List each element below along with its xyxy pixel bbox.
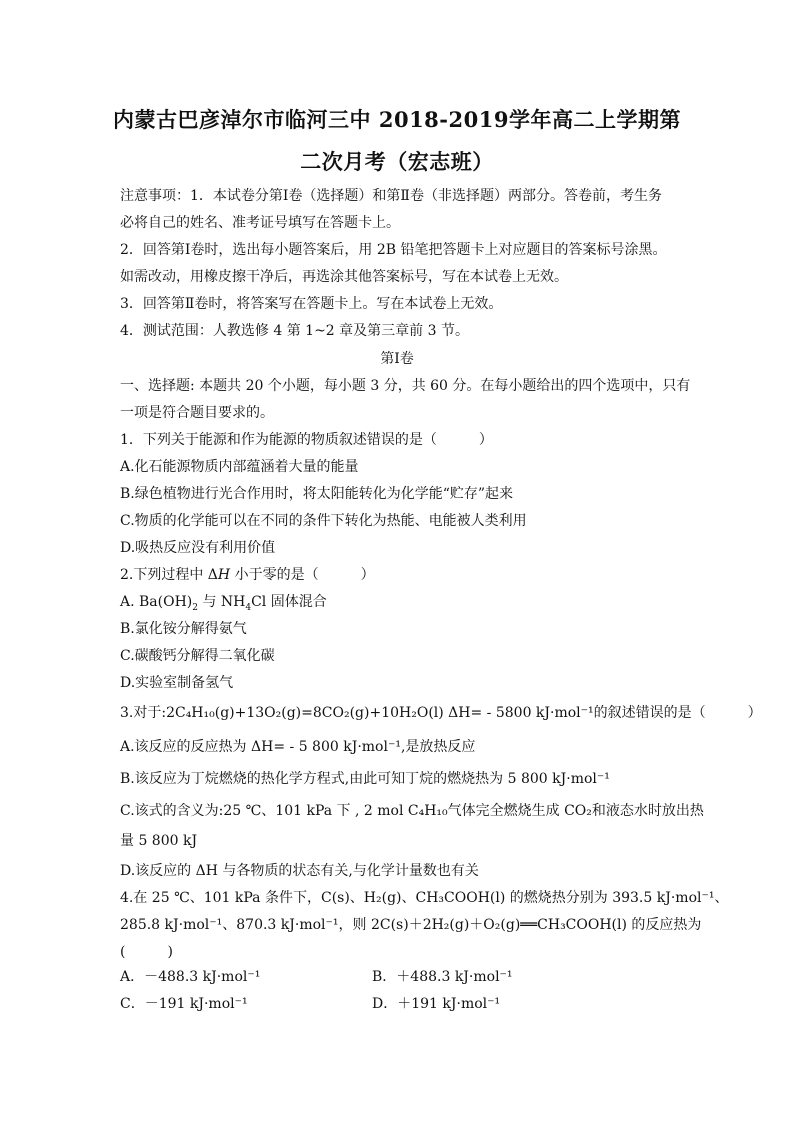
q4-option-c: C．－191 kJ·mol⁻¹ xyxy=(120,996,248,1012)
q2-stem: 2.下列过程中 ΔH 小于零的是（ ） xyxy=(120,567,375,583)
q4-stem-line2: 285.8 kJ·mol⁻¹、870.3 kJ·mol⁻¹，则 2C(s)＋2H₂(g)＋O₂(g)══CH₃COOH(l) 的反应热为 xyxy=(120,917,702,933)
q3-option-c-line1: C.该式的含义为:25 ℃、101 kPa 下 , 2 mol C₄H₁₀气体完全燃烧生成 CO₂和液态水时放出热 xyxy=(120,803,704,819)
note-2a: 2．回答第Ⅰ卷时，选出每小题答案后，用 2B 铅笔把答题卡上对应题目的答案标号涂黑。 xyxy=(120,242,667,258)
note-1a: 注意事项：1．本试卷分第Ⅰ卷（选择题）和第Ⅱ卷（非选择题）两部分。答卷前，考生务 xyxy=(120,188,662,204)
q4-option-d: D．＋191 kJ·mol⁻¹ xyxy=(372,996,501,1012)
q3-option-d: D.该反应的 ΔH 与各物质的状态有关,与化学计量数也有关 xyxy=(120,863,479,879)
q3-option-a: A.该反应的反应热为 ΔH= - 5 800 kJ·mol⁻¹,是放热反应 xyxy=(120,739,476,755)
q3-option-c-line2: 量 5 800 kJ xyxy=(120,833,198,849)
q4-stem-line3: ( ) xyxy=(120,944,173,960)
q3-option-b: B.该反应为丁烷燃烧的热化学方程式,由此可知丁烷的燃烧热为 5 800 kJ·mol⁻¹ xyxy=(120,771,610,787)
section-intro-b: 一项是符合题目要求的。 xyxy=(120,405,274,421)
q2-option-a: A. $Ba(OH)_2$ 与 $NH_4Cl$ 固体混合 xyxy=(120,594,327,613)
q4-option-b: B．＋488.3 kJ·mol⁻¹ xyxy=(372,969,513,985)
note-4: 4．测试范围：人教选修 4 第 1~2 章及第三章前 3 节。 xyxy=(120,323,469,339)
q2-option-c: C.碳酸钙分解得二氧化碳 xyxy=(120,648,275,664)
section-heading: 第Ⅰ卷 xyxy=(380,351,414,367)
q1-option-d: D.吸热反应没有利用价值 xyxy=(120,540,276,556)
q1-stem: 1．下列关于能源和作为能源的物质叙述错误的是（ ） xyxy=(120,432,493,448)
note-3: 3．回答第Ⅱ卷时，将答案写在答题卡上。写在本试卷上无效。 xyxy=(120,296,503,312)
section-intro-a: 一、选择题: 本题共 20 个小题，每小题 3 分，共 60 分。在每小题给出的四个选项中，只有 xyxy=(120,378,691,394)
q3-stem: 3.对于:2C₄H₁₀(g)+13O₂(g)=8CO₂(g)+10H₂O(l) ΔH= - 5800 kJ·mol⁻¹的叙述错误的是（ ） xyxy=(120,705,762,721)
exam-title-line2: 二次月考（宏志班） xyxy=(300,149,494,174)
q2-option-d: D.实验室制备氢气 xyxy=(120,675,234,691)
q2-option-b: B.氯化铵分解得氨气 xyxy=(120,621,247,637)
note-2b: 如需改动，用橡皮擦干净后，再选涂其他答案标号，写在本试卷上无效。 xyxy=(120,269,568,285)
q1-option-a: A.化石能源物质内部蕴涵着大量的能量 xyxy=(120,459,359,475)
exam-title-line1: 内蒙古巴彦淖尔市临河三中 2018-2019学年高二上学期第 xyxy=(113,107,681,132)
q1-option-b: B.绿色植物进行光合作用时，将太阳能转化为化学能“贮存”起来 xyxy=(120,486,514,502)
q1-option-c: C.物质的化学能可以在不同的条件下转化为热能、电能被人类利用 xyxy=(120,513,527,529)
q4-option-a: A．－488.3 kJ·mol⁻¹ xyxy=(120,969,261,985)
q4-stem-line1: 4.在 25 ℃、101 kPa 条件下，C(s)、H₂(g)、CH₃COOH(l) 的燃烧热分别为 393.5 kJ·mol⁻¹、 xyxy=(120,890,729,906)
note-1b: 必将自己的姓名、准考证号填写在答题卡上。 xyxy=(120,215,400,231)
